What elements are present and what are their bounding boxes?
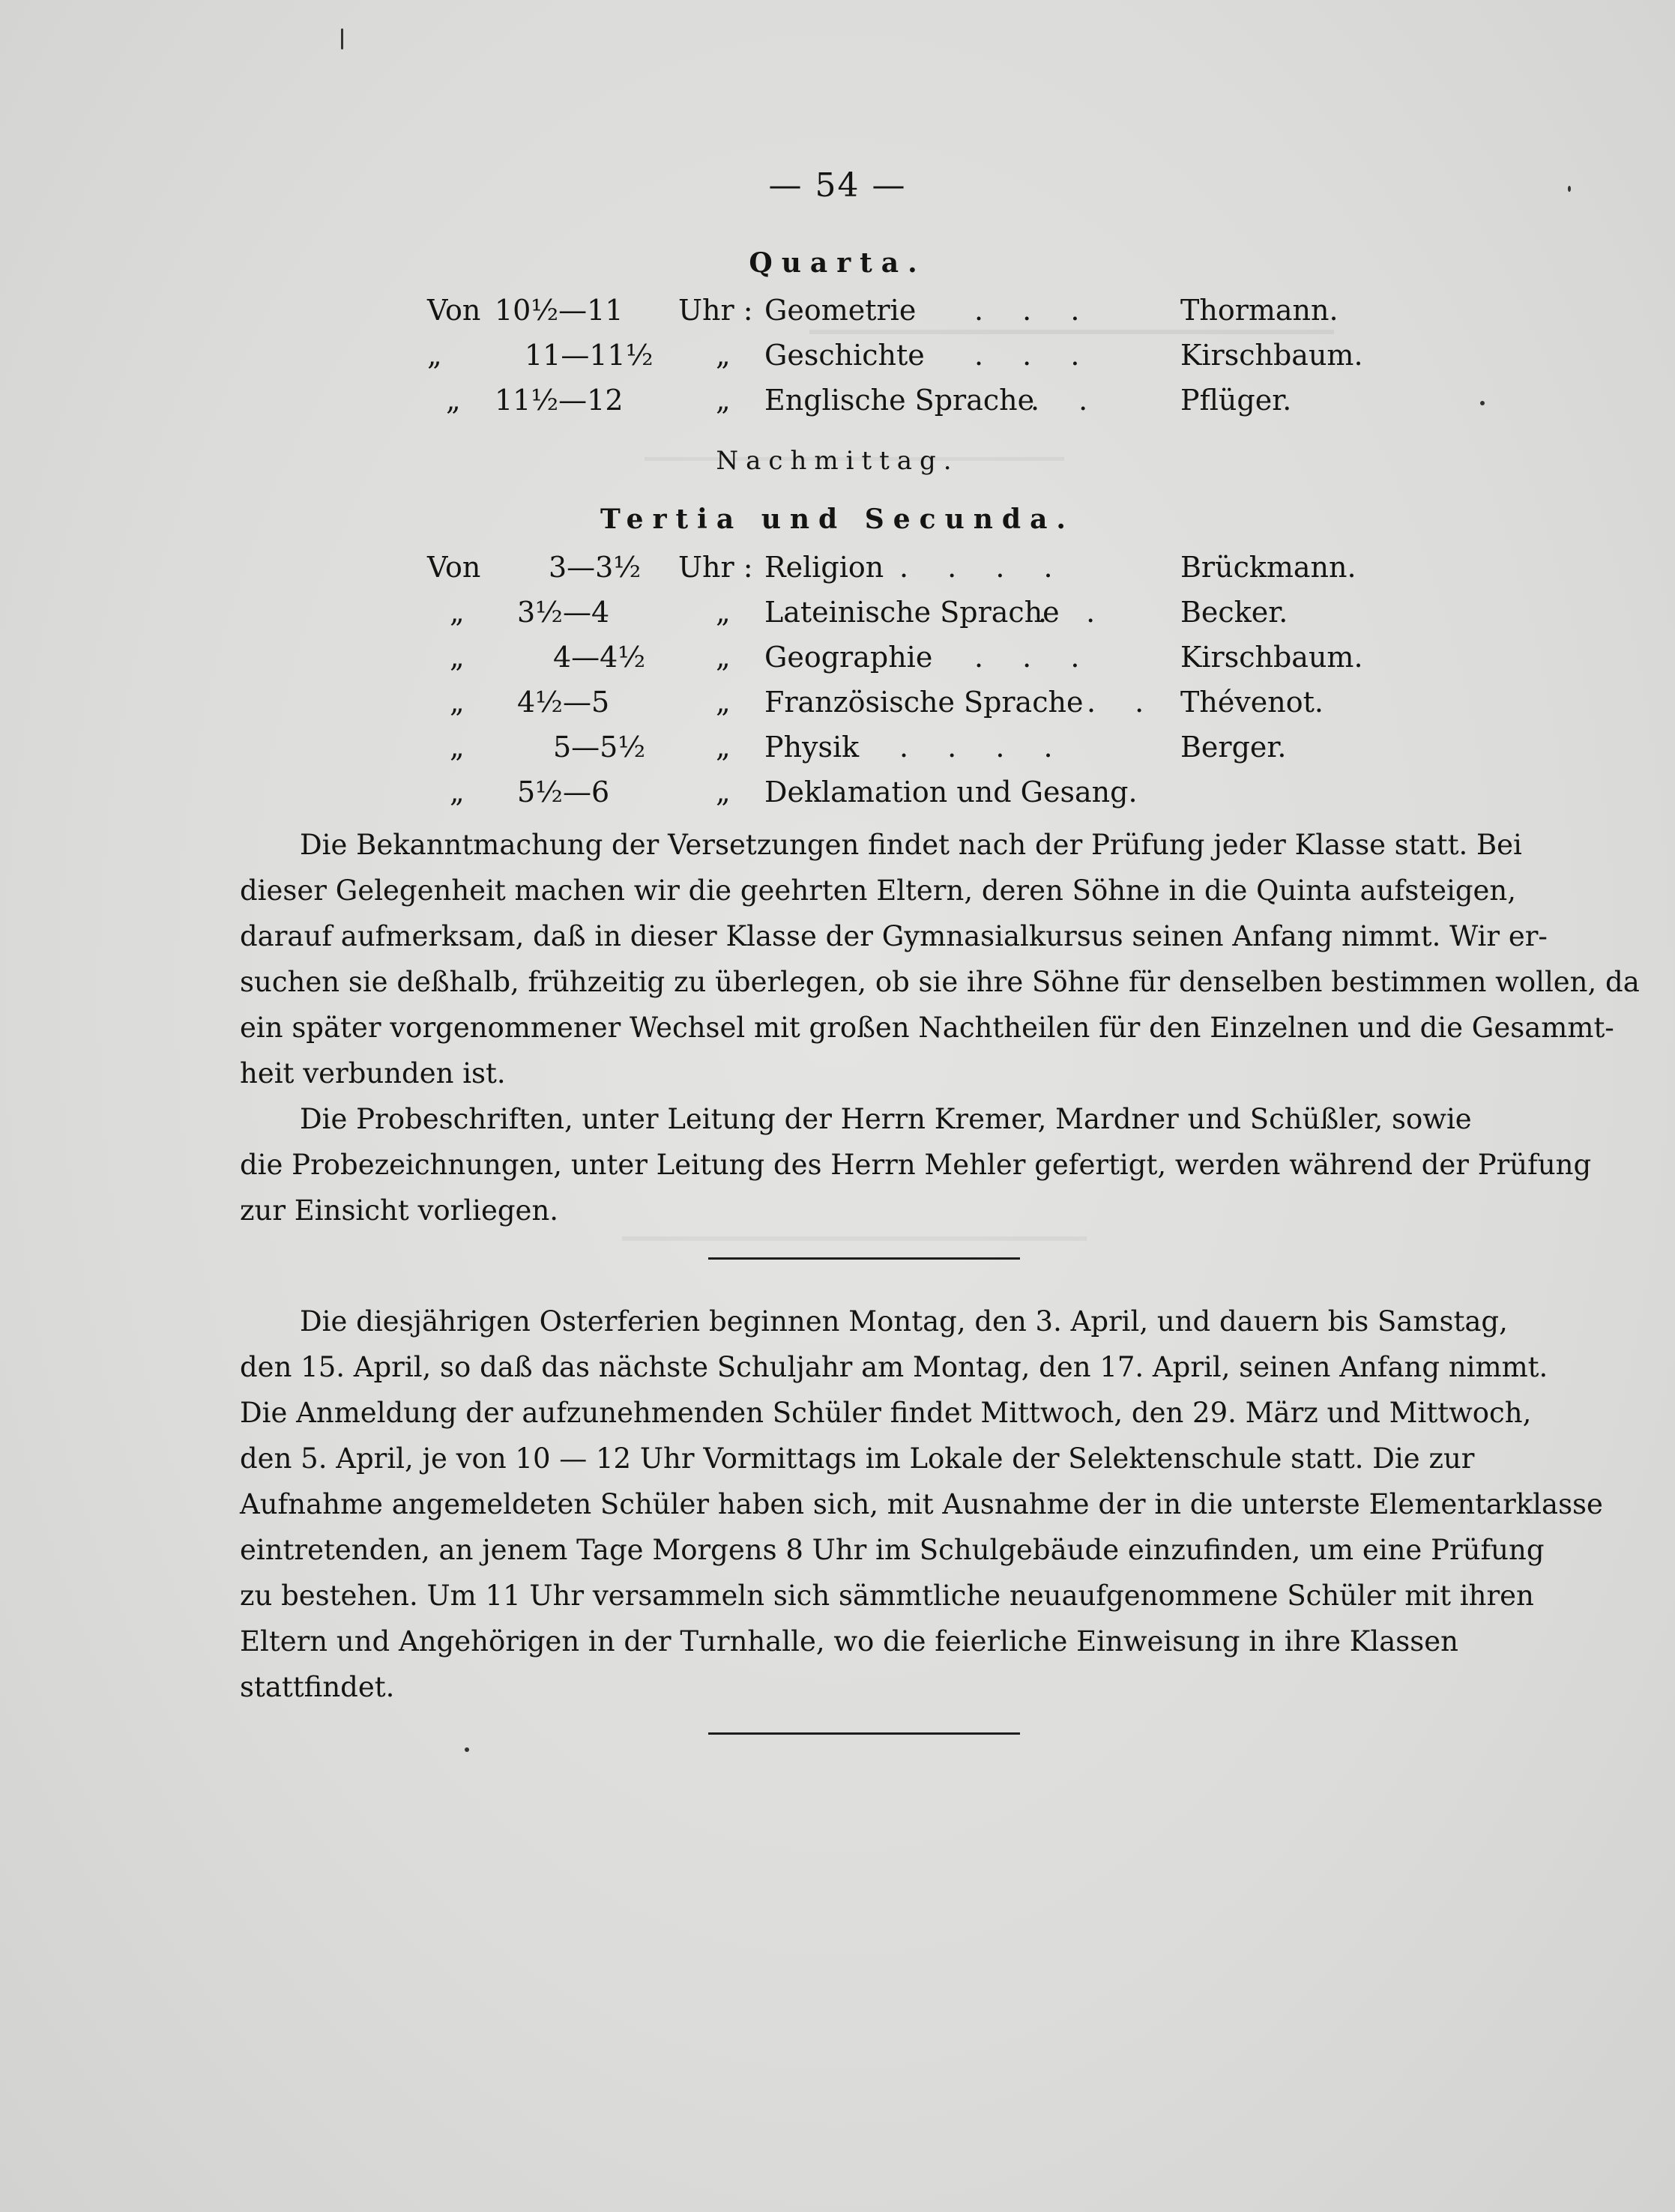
ditto-mark: „ (716, 596, 731, 629)
text-line: den 5. April, je von 10 — 12 Uhr Vormittags im Lokale der Selektenschule statt. Die zur (240, 1442, 1475, 1475)
teacher: Brückmann. (1180, 551, 1356, 584)
subject: Religion (764, 551, 884, 584)
time-range: 4½—5 (517, 686, 610, 719)
von-label: Von (427, 551, 481, 584)
teacher: Kirschbaum. (1180, 339, 1363, 372)
text-line: den 15. April, so daß das nächste Schuljahr am Montag, den 17. April, seinen Anfang nimmt. (240, 1351, 1548, 1383)
ditto-mark: „ (716, 339, 731, 372)
subject: Englische Sprache (764, 384, 1035, 417)
leader-dots: . . . (974, 641, 1095, 674)
subject: Französische Sprache (764, 686, 1084, 719)
teacher: Becker. (1180, 596, 1288, 629)
paper-speck (1480, 401, 1485, 405)
time-range: 4—4½ (553, 641, 646, 674)
text-line: Aufnahme angemeldeten Schüler haben sich, mit Ausnahme der in die unterste Elementarklasse (240, 1488, 1603, 1520)
text-line: dieser Gelegenheit machen wir die geehrten Eltern, deren Söhne in die Quinta aufsteigen, (240, 874, 1516, 907)
leader-dots: . . . (974, 339, 1095, 372)
text-line: zu bestehen. Um 11 Uhr versammeln sich sämmtliche neuaufgenommene Schüler mit ihren (240, 1580, 1534, 1612)
text-line: heit verbunden ist. (240, 1057, 506, 1090)
time-range: 3½—4 (517, 596, 610, 629)
text-line: ein später vorgenommener Wechsel mit großen Nachtheilen für den Einzelnen und die Gesammt- (240, 1012, 1614, 1044)
teacher: Thévenot. (1180, 686, 1324, 719)
ditto-mark: „ (450, 641, 465, 674)
teacher: Kirschbaum. (1180, 641, 1363, 674)
time-range: 5—5½ (553, 731, 646, 764)
time-range: 10½—11 (495, 294, 624, 327)
paper-speck (341, 28, 343, 49)
section-subheading-nachmittag: Nachmittag. (716, 446, 959, 476)
subject: Deklamation und Gesang. (764, 776, 1138, 809)
text-line: eintretenden, an jenem Tage Morgens 8 Uhr im Schulgebäude einzufinden, um eine Prüfung (240, 1534, 1545, 1566)
text-line: zur Einsicht vorliegen. (240, 1194, 559, 1227)
ditto-mark: „ (450, 686, 465, 719)
paragraph-versetzungen (240, 822, 1640, 1096)
text-line: Die Anmeldung der aufzunehmenden Schüler findet Mittwoch, den 29. März und Mittwoch, (240, 1397, 1532, 1429)
ditto-mark: „ (427, 339, 442, 372)
paragraph-probeschriften (240, 1096, 1592, 1233)
subject: Lateinische Sprache (764, 596, 1060, 629)
section-heading-tertia-secunda: Tertia und Secunda. (600, 504, 1075, 535)
ditto-mark: „ (450, 776, 465, 809)
leader-dots: . . (1030, 384, 1103, 417)
uhr-label: Uhr : (678, 551, 753, 584)
subject: Physik (764, 731, 860, 764)
teacher: Pflüger. (1180, 384, 1292, 417)
ditto-mark: „ (716, 384, 731, 417)
paragraph-osterferien (240, 1299, 1603, 1710)
page-number: — 54 — (768, 166, 907, 205)
text-line: Die diesjährigen Osterferien beginnen Montag, den 3. April, und dauern bis Samstag, (300, 1305, 1508, 1338)
text-line: suchen sie deßhalb, frühzeitig zu überlegen, ob sie ihre Söhne für denselben bestimmen wollen, da (240, 966, 1640, 998)
teacher: Thormann. (1180, 294, 1339, 327)
leader-dots: . . (1087, 686, 1159, 719)
time-range: 11—11½ (525, 339, 654, 372)
time-range: 3—3½ (549, 551, 642, 584)
horizontal-rule (708, 1257, 1020, 1260)
subject: Geographie (764, 641, 933, 674)
leader-dots: . . (1038, 596, 1111, 629)
subject: Geschichte (764, 339, 925, 372)
paper-speck (465, 1747, 469, 1752)
text-line: darauf aufmerksam, daß in dieser Klasse der Gymnasialkursus seinen Anfang nimmt. Wir er- (240, 920, 1548, 952)
teacher: Berger. (1180, 731, 1287, 764)
text-line: Die Probeschriften, unter Leitung der Herrn Kremer, Mardner und Schüßler, sowie (300, 1103, 1472, 1135)
ditto-mark: „ (450, 596, 465, 629)
text-line: Die Bekanntmachung der Versetzungen findet nach der Prüfung jeder Klasse statt. Bei (300, 829, 1522, 861)
ditto-mark: „ (716, 686, 731, 719)
ditto-mark: „ (716, 776, 731, 809)
ditto-mark: „ (716, 641, 731, 674)
text-line: stattfindet. (240, 1671, 395, 1703)
text-line: Eltern und Angehörigen in der Turnhalle, wo die feierliche Einweisung in ihre Klassen (240, 1625, 1458, 1658)
ditto-mark: „ (446, 384, 461, 417)
text-line: die Probezeichnungen, unter Leitung des Herrn Mehler gefertigt, werden während der Prüfung (240, 1149, 1592, 1181)
time-range: 5½—6 (517, 776, 610, 809)
section-heading-quarta: Quarta. (749, 247, 926, 279)
uhr-label: Uhr : (678, 294, 753, 327)
ditto-mark: „ (450, 731, 465, 764)
von-label: Von (427, 294, 481, 327)
time-range: 11½—12 (495, 384, 624, 417)
subject: Geometrie (764, 294, 917, 327)
leader-dots: . . . . (899, 731, 1068, 764)
leader-dots: . . . (974, 294, 1095, 327)
leader-dots: . . . . (899, 551, 1068, 584)
ditto-mark: „ (716, 731, 731, 764)
horizontal-rule (708, 1732, 1020, 1735)
